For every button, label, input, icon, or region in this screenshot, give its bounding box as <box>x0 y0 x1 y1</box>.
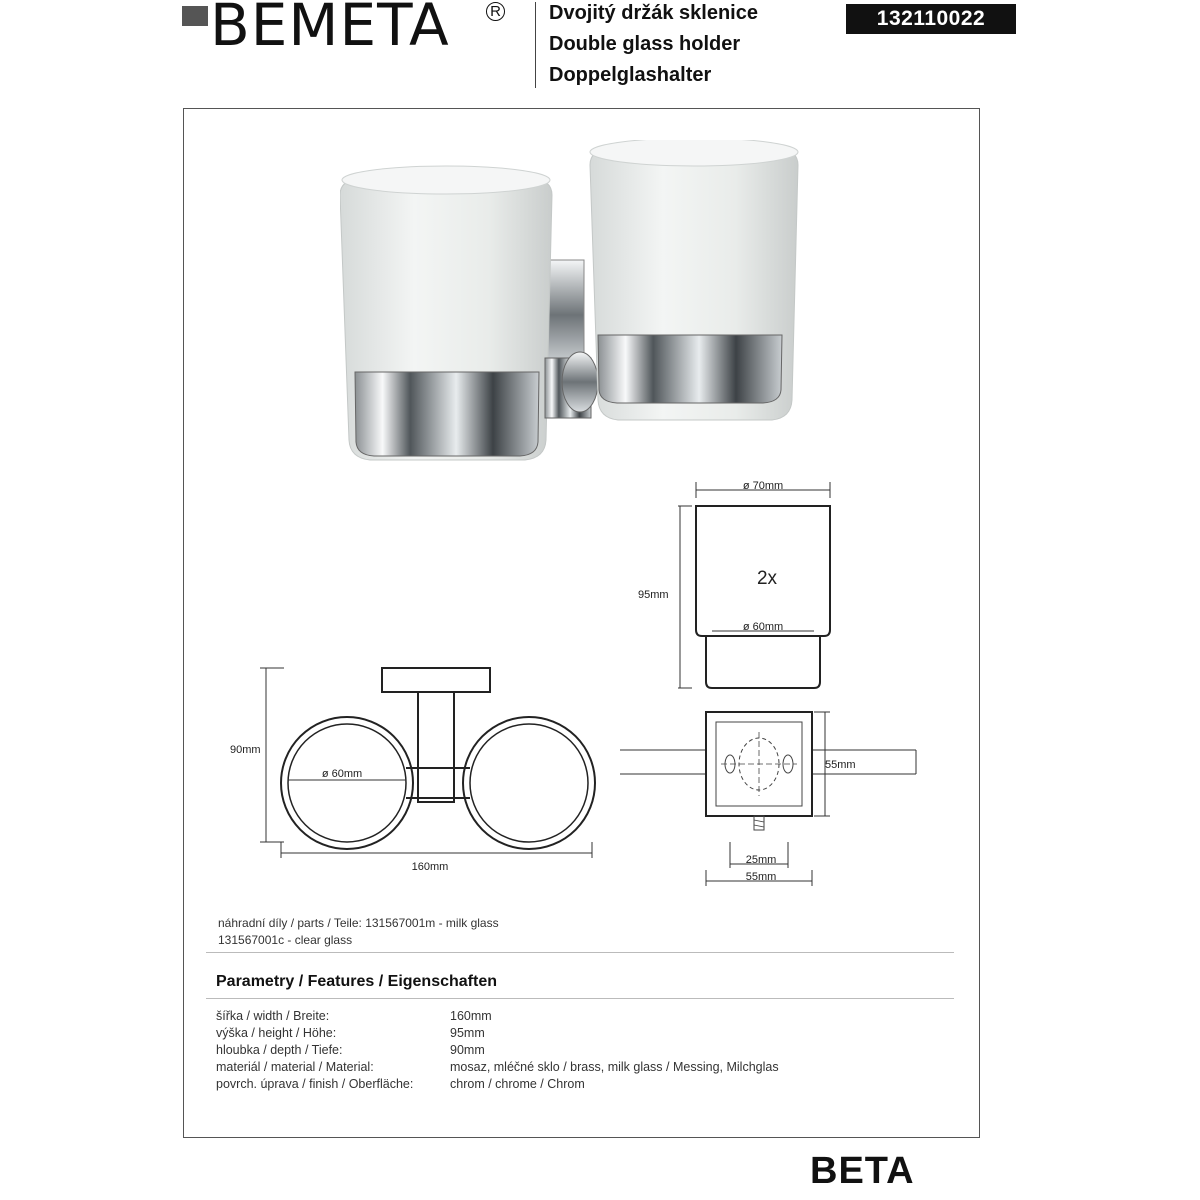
logo-square <box>182 6 208 26</box>
spec-value-finish: chrom / chrome / Chrom <box>450 1077 585 1091</box>
spare-parts-line-1: náhradní díly / parts / Teile: 131567001m - milk glass <box>218 916 499 930</box>
stem <box>418 692 454 802</box>
right-ring-inner <box>470 724 588 842</box>
spec-label-material: materiál / material / Material: <box>216 1060 374 1074</box>
technical-drawing-right <box>620 470 940 890</box>
features-title: Parametry / Features / Eigenschaften <box>216 973 497 990</box>
screw-spacing-label: 25mm <box>745 854 777 866</box>
spec-value-width: 160mm <box>450 1009 492 1023</box>
bracket-knob <box>562 352 598 412</box>
wall-plate <box>382 668 490 692</box>
header-divider <box>535 2 536 88</box>
flange-height-label: 55mm <box>825 759 856 771</box>
left-ring-outer <box>281 717 413 849</box>
series-name: BETA <box>810 1150 915 1192</box>
brand-logo: BEMETA <box>210 0 450 59</box>
glass-height-label: 95mm <box>638 589 669 601</box>
front-width-label: 160mm <box>411 861 449 873</box>
spec-label-depth: hloubka / depth / Tiefe: <box>216 1043 343 1057</box>
set-screw <box>754 825 764 827</box>
left-glass <box>340 166 552 460</box>
section-divider <box>206 952 954 953</box>
product-code: 132110022 <box>846 4 1016 34</box>
set-screw <box>754 820 764 822</box>
set-screw <box>754 816 764 830</box>
glass-top-diameter-label: ø 70mm <box>742 480 784 492</box>
glass-bottom-diameter-label: ø 60mm <box>742 621 784 633</box>
technical-drawing-front <box>220 660 610 880</box>
product-photo <box>340 140 810 480</box>
flange-width-label: 55mm <box>745 871 777 883</box>
title-english: Double glass holder <box>549 33 741 55</box>
spare-parts-line-2: 131567001c - clear glass <box>218 933 353 947</box>
spec-value-depth: 90mm <box>450 1043 485 1057</box>
glass-count-label: 2x <box>756 568 778 589</box>
spec-value-height: 95mm <box>450 1026 485 1040</box>
right-ring-outer <box>463 717 595 849</box>
left-ring-inner <box>288 724 406 842</box>
title-german: Doppelglashalter <box>549 64 712 86</box>
spec-label-width: šířka / width / Breite: <box>216 1009 330 1023</box>
ring-diameter-label: ø 60mm <box>321 768 363 780</box>
spec-label-finish: povrch. úprava / finish / Oberfläche: <box>216 1077 414 1091</box>
spec-label-height: výška / height / Höhe: <box>216 1026 337 1040</box>
spec-value-material: mosaz, mléčné sklo / brass, milk glass / Messing, Milchglas <box>450 1060 779 1074</box>
right-glass <box>590 140 798 420</box>
registered-mark: R <box>486 2 505 21</box>
section-divider <box>206 998 954 999</box>
glass-profile-lower <box>706 636 820 688</box>
title-czech: Dvojitý držák sklenice <box>549 2 758 24</box>
front-height-label: 90mm <box>230 744 261 756</box>
